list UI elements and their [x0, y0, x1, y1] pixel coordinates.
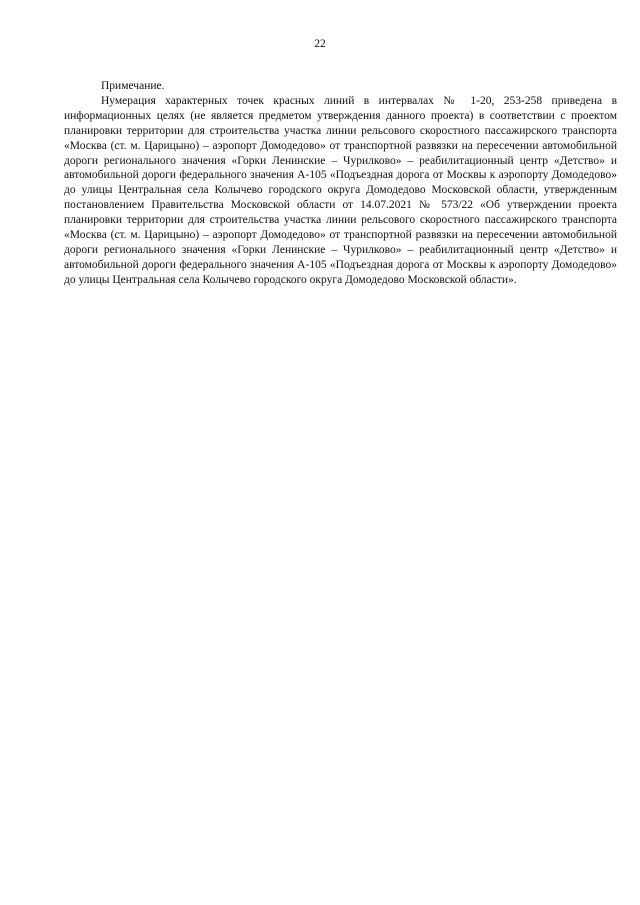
page-number: 22 [314, 38, 326, 50]
note-section [64, 79, 617, 288]
note-body: Нумерация характерных точек красных линий в интервалах № 1-20, 253-258 приведена в информационных целях (не является предметом утверждения данного проекта) в соответствии с проектом планировки территории для строительства участка линии рельсового скоростного пассажирского транспорта «Москва (ст. м. Царицыно) – аэропорт Домодедово» от транспортной развязки на пересечении автомобильной дороги регионального значения «Горки Ленинские – Чурилково» – реабилитационный центр «Детство» и автомобильной дороги федерального значения А-105 «Подъездная дорога от Москвы к аэропорту Домодедово» до улицы Центральная села Колычево городского округа Домодедово Московской области, утвержденным постановлением Правительства Московской области от 14.07.2021 № 573/22 «Об утверждении проекта планировки территории для строительства участка линии рельсового скоростного пассажирского транспорта «Москва (ст. м. Царицыно) – аэропорт Домодедово» от транспортной развязки на пересечении автомобильной дороги регионального значения «Горки Ленинские – Чурилково» – реабилитационный центр «Детство» и автомобильной дороги федерального значения А-105 «Подъездная дорога от Москвы к аэропорту Домодедово» до улицы Центральная села Колычево городского округа Домодедово Московской области». [64, 94, 617, 286]
note-heading: Примечание. [101, 80, 165, 92]
